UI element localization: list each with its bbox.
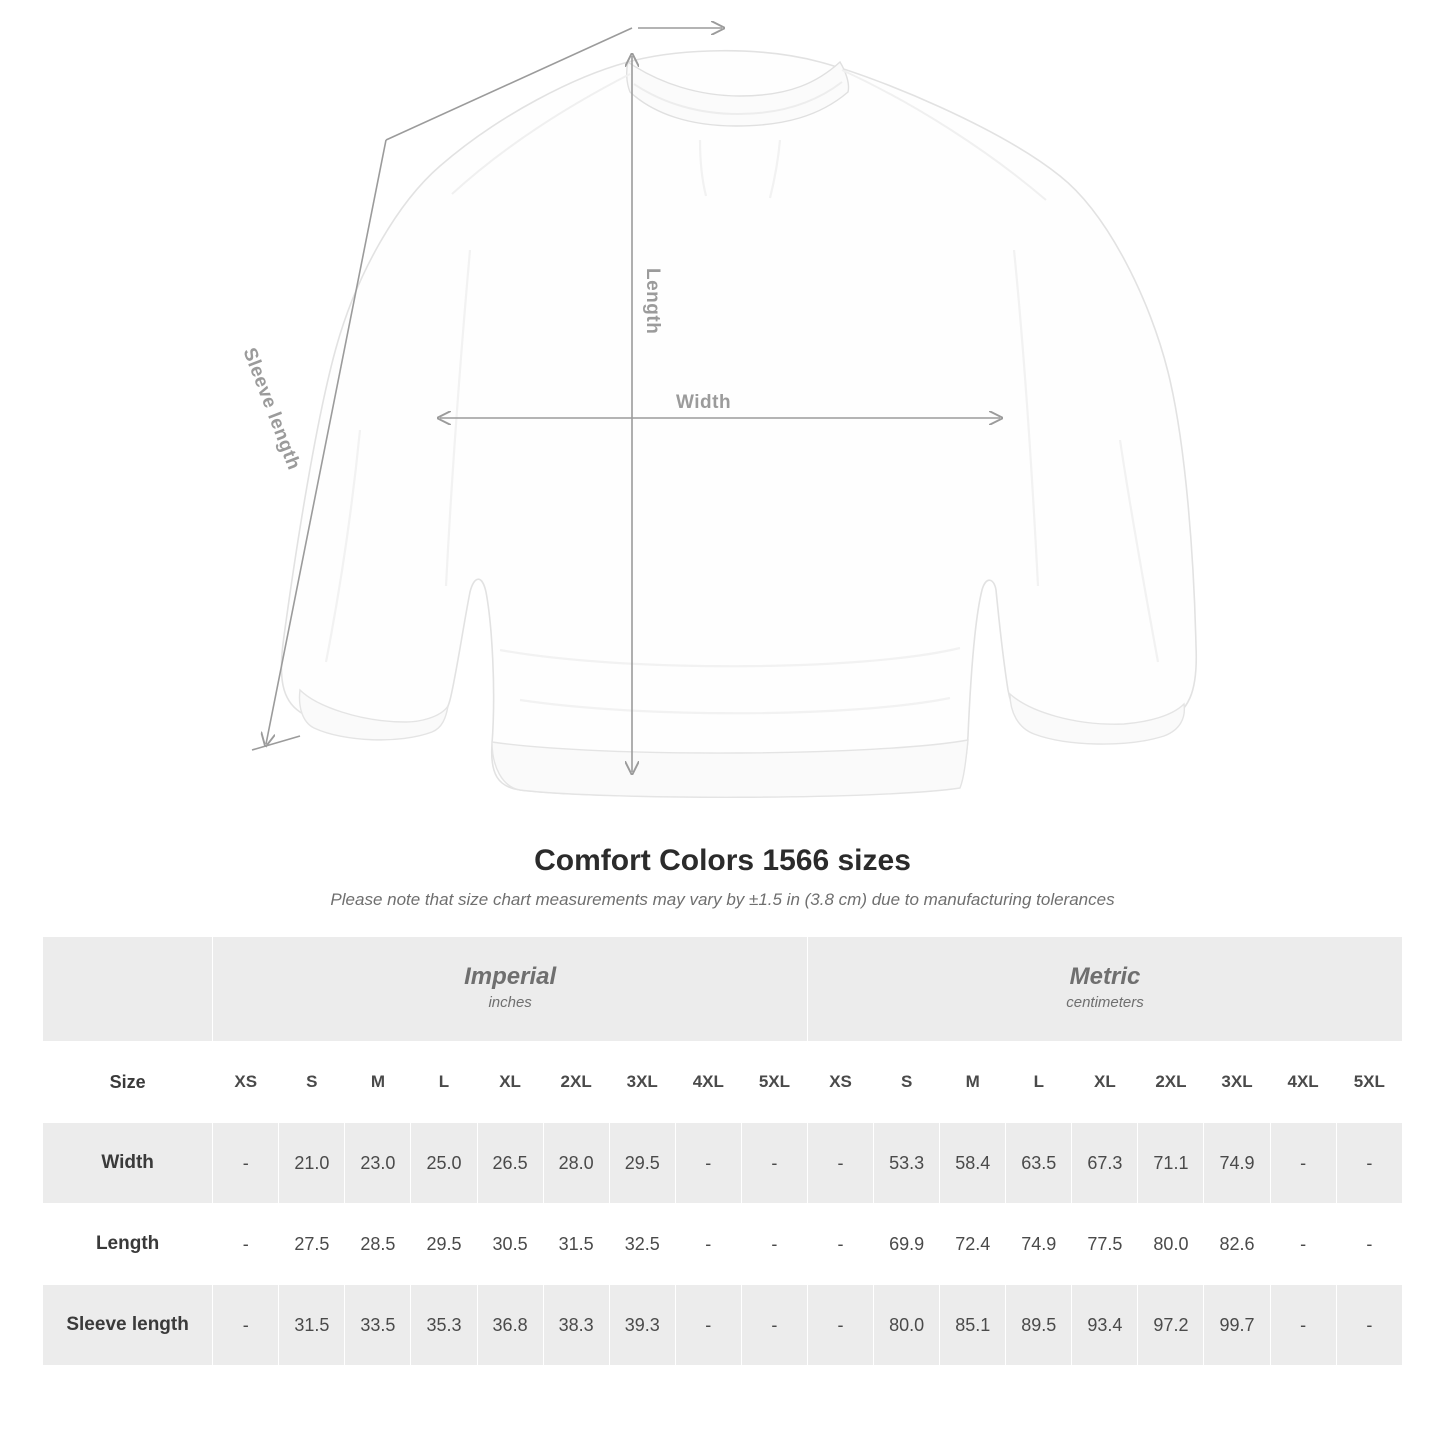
table-row <box>43 1204 1403 1285</box>
size-header-imperial-m: M <box>345 1042 411 1123</box>
cell-width-metric-xs: - <box>808 1123 874 1204</box>
cell-width-imperial-s: 21.0 <box>279 1123 345 1204</box>
cell-sleeve-imperial-5xl: - <box>741 1285 807 1366</box>
cell-width-metric-4xl: - <box>1270 1123 1336 1204</box>
cell-sleeve-metric-5xl: - <box>1336 1285 1402 1366</box>
length-label: Length <box>642 268 663 335</box>
size-row-label: Size <box>43 1042 213 1123</box>
table-row <box>43 1123 1403 1204</box>
size-header-imperial-4xl: 4XL <box>675 1042 741 1123</box>
cell-length-imperial-5xl: - <box>741 1204 807 1285</box>
imperial-title: Imperial <box>464 962 557 990</box>
cell-sleeve-metric-2xl: 97.2 <box>1138 1285 1204 1366</box>
cell-width-metric-5xl: - <box>1336 1123 1402 1204</box>
size-header-imperial-2xl: 2XL <box>543 1042 609 1123</box>
cell-length-metric-m: 72.4 <box>940 1204 1006 1285</box>
size-header-metric-3xl: 3XL <box>1204 1042 1270 1123</box>
cell-sleeve-metric-m: 85.1 <box>940 1285 1006 1366</box>
cell-sleeve-imperial-s: 31.5 <box>279 1285 345 1366</box>
size-header-imperial-s: S <box>279 1042 345 1123</box>
cell-length-metric-l: 74.9 <box>1006 1204 1072 1285</box>
size-chart-table <box>42 936 1403 1366</box>
size-header-metric-s: S <box>874 1042 940 1123</box>
cell-width-imperial-l: 25.0 <box>411 1123 477 1204</box>
cell-length-imperial-xl: 30.5 <box>477 1204 543 1285</box>
cell-length-metric-4xl: - <box>1270 1204 1336 1285</box>
cell-width-imperial-m: 23.0 <box>345 1123 411 1204</box>
page-title: Comfort Colors 1566 sizes <box>534 844 911 877</box>
cell-sleeve-imperial-3xl: 39.3 <box>609 1285 675 1366</box>
size-chart-table-wrap <box>42 936 1403 1366</box>
imperial-header-cell <box>213 937 808 1042</box>
sweatshirt-shape <box>281 51 1196 798</box>
size-header-metric-m: M <box>940 1042 1006 1123</box>
cell-length-imperial-xs: - <box>213 1204 279 1285</box>
cell-sleeve-metric-s: 80.0 <box>874 1285 940 1366</box>
cell-width-imperial-5xl: - <box>741 1123 807 1204</box>
cell-width-imperial-3xl: 29.5 <box>609 1123 675 1204</box>
tolerance-note: Please note that size chart measurements may vary by ±1.5 in (3.8 cm) due to manufacturing tolerances <box>330 890 1115 909</box>
cell-sleeve-metric-4xl: - <box>1270 1285 1336 1366</box>
cell-length-imperial-s: 27.5 <box>279 1204 345 1285</box>
size-header-metric-xl: XL <box>1072 1042 1138 1123</box>
cell-width-metric-m: 58.4 <box>940 1123 1006 1204</box>
cell-sleeve-imperial-2xl: 38.3 <box>543 1285 609 1366</box>
cell-length-imperial-l: 29.5 <box>411 1204 477 1285</box>
size-header-row <box>43 1042 1403 1123</box>
cell-sleeve-imperial-m: 33.5 <box>345 1285 411 1366</box>
cell-width-metric-s: 53.3 <box>874 1123 940 1204</box>
unit-spacer-cell <box>43 937 213 1042</box>
cell-length-metric-s: 69.9 <box>874 1204 940 1285</box>
chart-heading <box>0 844 1445 910</box>
cell-sleeve-imperial-l: 35.3 <box>411 1285 477 1366</box>
row-label-width: Width <box>43 1123 213 1204</box>
cell-width-metric-l: 63.5 <box>1006 1123 1072 1204</box>
metric-subtitle: centimeters <box>1066 994 1144 1012</box>
cell-sleeve-imperial-xs: - <box>213 1285 279 1366</box>
cell-sleeve-imperial-xl: 36.8 <box>477 1285 543 1366</box>
cell-length-imperial-3xl: 32.5 <box>609 1204 675 1285</box>
cell-width-imperial-4xl: - <box>675 1123 741 1204</box>
cell-width-metric-xl: 67.3 <box>1072 1123 1138 1204</box>
cell-length-imperial-m: 28.5 <box>345 1204 411 1285</box>
cell-length-metric-xl: 77.5 <box>1072 1204 1138 1285</box>
size-header-imperial-xs: XS <box>213 1042 279 1123</box>
cell-sleeve-metric-xs: - <box>808 1285 874 1366</box>
cell-length-metric-xs: - <box>808 1204 874 1285</box>
size-header-imperial-3xl: 3XL <box>609 1042 675 1123</box>
table-row <box>43 1285 1403 1366</box>
cell-width-metric-2xl: 71.1 <box>1138 1123 1204 1204</box>
metric-header-cell <box>808 937 1403 1042</box>
unit-header-row <box>43 937 1403 1042</box>
cell-length-imperial-4xl: - <box>675 1204 741 1285</box>
size-header-metric-xs: XS <box>808 1042 874 1123</box>
size-header-imperial-xl: XL <box>477 1042 543 1123</box>
cell-sleeve-metric-xl: 93.4 <box>1072 1285 1138 1366</box>
cell-sleeve-metric-3xl: 99.7 <box>1204 1285 1270 1366</box>
row-label-length: Length <box>43 1204 213 1285</box>
cell-length-metric-5xl: - <box>1336 1204 1402 1285</box>
size-header-metric-l: L <box>1006 1042 1072 1123</box>
size-header-metric-4xl: 4XL <box>1270 1042 1336 1123</box>
cell-width-imperial-xs: - <box>213 1123 279 1204</box>
imperial-subtitle: inches <box>488 994 532 1012</box>
cell-length-imperial-2xl: 31.5 <box>543 1204 609 1285</box>
row-label-sleeve-length: Sleeve length <box>43 1285 213 1366</box>
cell-width-imperial-2xl: 28.0 <box>543 1123 609 1204</box>
size-header-metric-5xl: 5XL <box>1336 1042 1402 1123</box>
metric-title: Metric <box>1069 962 1141 990</box>
cell-width-metric-3xl: 74.9 <box>1204 1123 1270 1204</box>
cell-sleeve-imperial-4xl: - <box>675 1285 741 1366</box>
cell-length-metric-2xl: 80.0 <box>1138 1204 1204 1285</box>
cell-sleeve-metric-l: 89.5 <box>1006 1285 1072 1366</box>
size-header-metric-2xl: 2XL <box>1138 1042 1204 1123</box>
cell-width-imperial-xl: 26.5 <box>477 1123 543 1204</box>
width-label: Width <box>676 392 732 413</box>
cell-length-metric-3xl: 82.6 <box>1204 1204 1270 1285</box>
size-header-imperial-5xl: 5XL <box>741 1042 807 1123</box>
sleeve-length-label: Sleeve length <box>238 345 305 473</box>
size-header-imperial-l: L <box>411 1042 477 1123</box>
